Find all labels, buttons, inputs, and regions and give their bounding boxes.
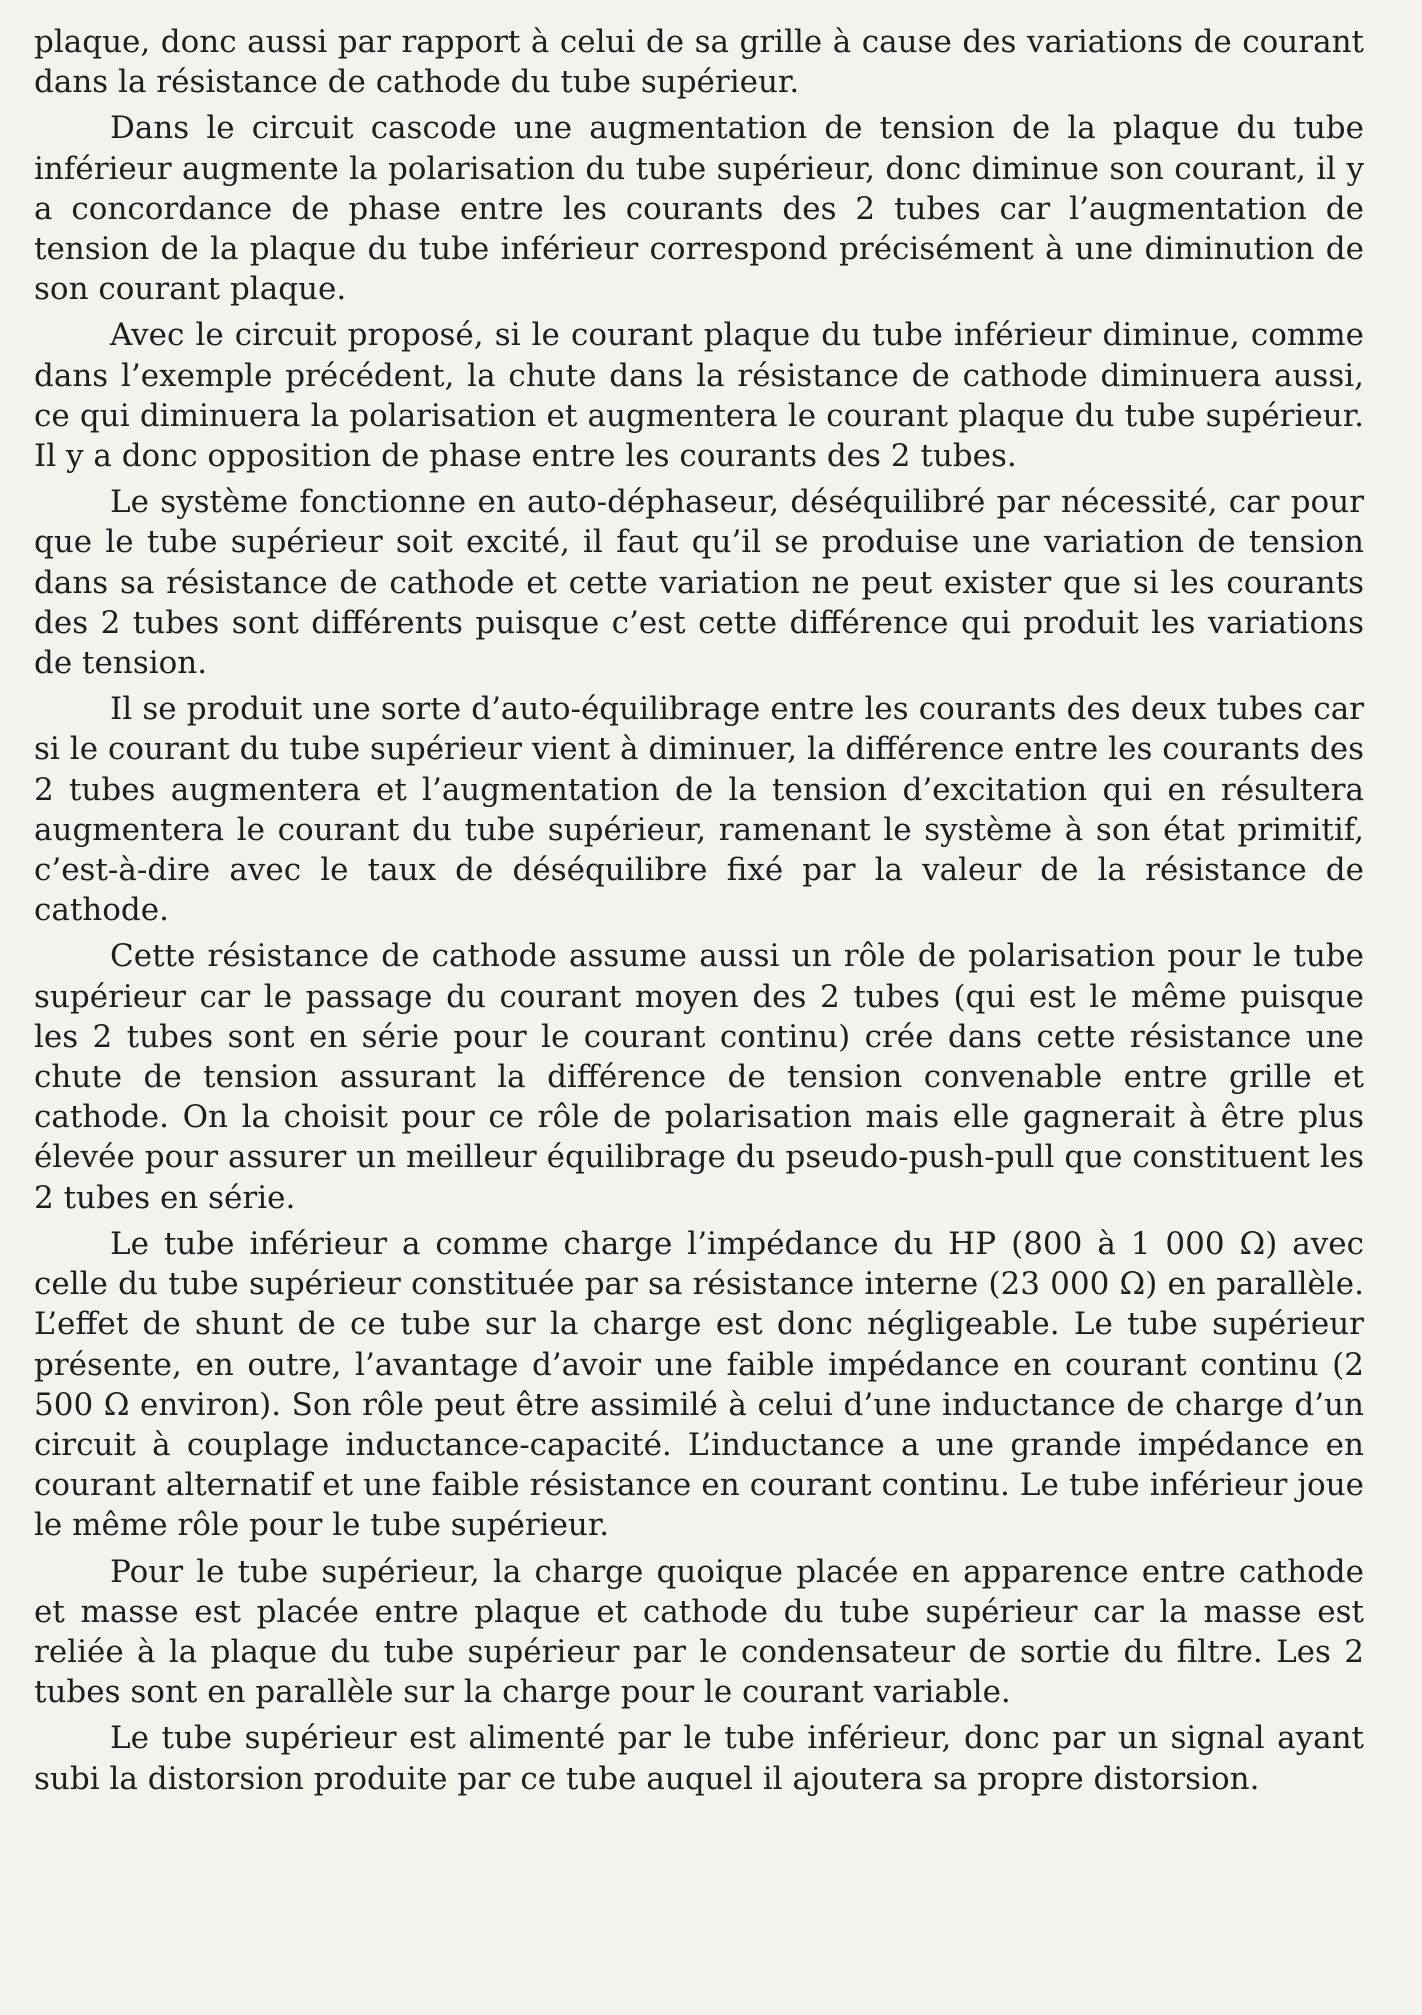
paragraph-4: Le système fonctionne en auto-déphaseur, déséquilibré par nécessité, car pour que le tube supérieur soit excité, il faut qu’il se produise une variation de tension dans sa résistance de cathode et cette variation ne peut exister que si les courants des 2 tubes sont différents puisque c’est cette différence qui produit les variations de tension. <box>34 484 1364 682</box>
paragraph-2: Dans le circuit cascode une augmentation de tension de la plaque du tube inférieur augmente la polarisation du tube supérieur, donc diminue son courant, il y a concordance de phase entre les courants des 2 tubes car l’augmentation de tension de la plaque du tube inférieur correspond précisément à une diminution de son courant plaque. <box>34 110 1364 308</box>
paragraph-3: Avec le circuit proposé, si le courant plaque du tube inférieur diminue, comme dans l’exemple précédent, la chute dans la résistance de cathode diminuera aussi, ce qui diminuera la polarisation et augmentera le courant plaque du tube supérieur. Il y a donc opposition de phase entre les courants des 2 tubes. <box>34 317 1364 475</box>
paragraph-6: Cette résistance de cathode assume aussi un rôle de polarisation pour le tube supérieur car le passage du courant moyen des 2 tubes (qui est le même puisque les 2 tubes sont en série pour le courant continu) crée dans cette résistance une chute de tension assurant la différence de tension convenable entre grille et cathode. On la choisit pour ce rôle de polarisation mais elle gagnerait à être plus élevée pour assurer un meilleur équilibrage du pseudo-push-pull que constituent les 2 tubes en série. <box>34 938 1364 1216</box>
paragraph-8: Pour le tube supérieur, la charge quoique placée en apparence entre cathode et masse est placée entre plaque et cathode du tube supérieur car la masse est reliée à la plaque du tube supérieur par le condensateur de sortie du filtre. Les 2 tubes sont en parallèle sur la charge pour le courant variable. <box>34 1553 1364 1711</box>
paragraph-1: plaque, donc aussi par rapport à celui de sa grille à cause des variations de courant dans la résistance de cathode du tube supérieur. <box>34 24 1364 101</box>
document-page <box>34 22 1364 1805</box>
paragraph-7: Le tube inférieur a comme charge l’impédance du HP (800 à 1 000 Ω) avec celle du tube supérieur constituée par sa résistance interne (23 000 Ω) en parallèle. L’effet de shunt de ce tube sur la charge est donc négligeable. Le tube supérieur présente, en outre, l’avantage d’avoir une faible impédance en courant continu (2 500 Ω environ). Son rôle peut être assimilé à celui d’une inductance de charge d’un circuit à couplage inductance-capacité. L’inductance a une grande impédance en courant alternatif et une faible résistance en courant continu. Le tube inférieur joue le même rôle pour le tube supérieur. <box>34 1225 1364 1544</box>
paragraph-9: Le tube supérieur est alimenté par le tube inférieur, donc par un signal ayant subi la distorsion produite par ce tube auquel il ajoutera sa propre distorsion. <box>34 1720 1364 1797</box>
paragraph-5: Il se produit une sorte d’auto-équilibrage entre les courants des deux tubes car si le courant du tube supérieur vient à diminuer, la différence entre les courants des 2 tubes augmentera et l’augmentation de la tension d’excitation qui en résultera augmentera le courant du tube supérieur, ramenant le système à son état primitif, c’est-à-dire avec le taux de déséquilibre fixé par la valeur de la résistance de cathode. <box>34 691 1364 929</box>
